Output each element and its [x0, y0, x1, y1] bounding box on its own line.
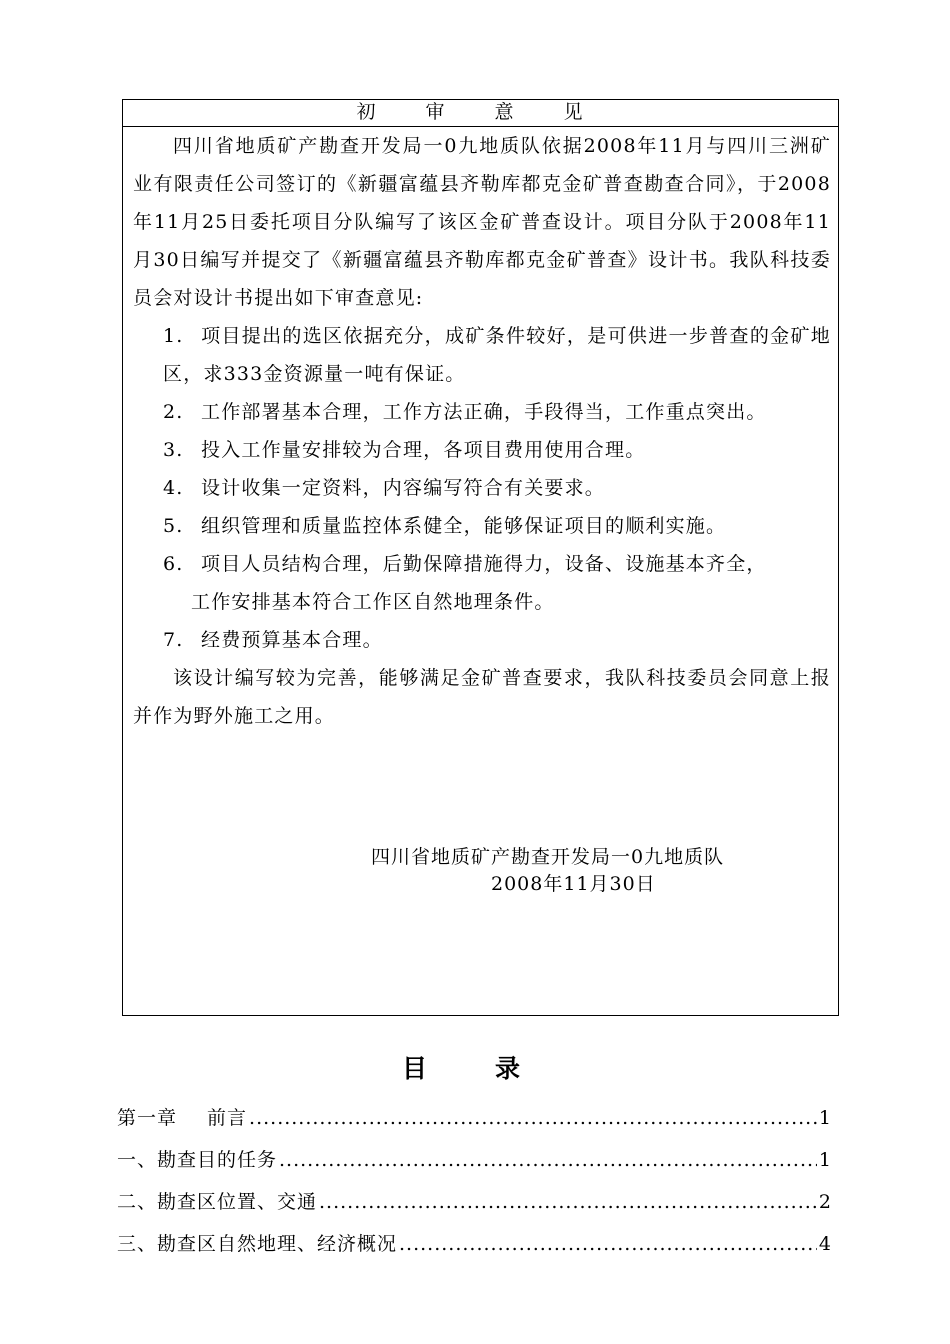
toc-leader-dots [249, 1100, 817, 1136]
review-body [133, 127, 831, 735]
review-conclusion: 该设计编写较为完善，能够满足金矿普查要求，我队科技委员会同意上报并作为野外施工之用。 [133, 667, 831, 727]
toc-leader-dots [279, 1142, 817, 1178]
toc-page-number: 2 [818, 1191, 832, 1213]
toc-chapter: 第一章 [117, 1107, 178, 1129]
review-item-7 [133, 621, 831, 659]
item-number: 5. [163, 515, 184, 537]
review-opinion-box [122, 99, 839, 1016]
toc-entry[interactable] [117, 1226, 832, 1268]
item-number: 7. [163, 629, 184, 651]
item-text: 工作部署基本合理，工作方法正确，手段得当，工作重点突出。 [201, 401, 767, 423]
review-heading: 初 审 意 见 [123, 100, 838, 127]
toc-page-number: 1 [818, 1149, 832, 1171]
signature-date: 2008年11月30日 [491, 873, 656, 895]
signature-block [371, 844, 771, 898]
toc-entry[interactable] [117, 1100, 832, 1142]
item-number: 4. [163, 477, 184, 499]
toc-entry-label: 二、勘查区位置、交通 [117, 1191, 318, 1213]
toc-entry-label: 一、勘查目的任务 [117, 1149, 278, 1171]
toc-entry-label [117, 1100, 247, 1136]
toc-entry[interactable] [117, 1142, 832, 1184]
review-item-3 [133, 431, 831, 469]
item-text: 投入工作量安排较为合理，各项目费用使用合理。 [201, 439, 646, 461]
item-number: 2. [163, 401, 184, 423]
review-item-5 [133, 507, 831, 545]
review-item-1 [133, 317, 831, 393]
item-text: 组织管理和质量监控体系健全，能够保证项目的顺利实施。 [201, 515, 727, 537]
item-number: 1. [163, 325, 184, 347]
item-text: 项目提出的选区依据充分，成矿条件较好，是可供进一步普查的金矿地区，求333金资源量一吨有保证。 [163, 325, 831, 385]
toc-leader-dots [319, 1184, 817, 1220]
review-item-2 [133, 393, 831, 431]
toc-leader-dots [399, 1226, 817, 1262]
review-item-6 [133, 545, 831, 583]
toc-title: 目录 [401, 1054, 588, 1083]
item-text: 项目人员结构合理，后勤保障措施得力，设备、设施基本齐全， [201, 553, 767, 575]
review-item-6-continuation: 工作安排基本符合工作区自然地理条件。 [191, 591, 555, 613]
item-number: 6. [163, 553, 184, 575]
toc-page-number: 1 [818, 1107, 832, 1129]
signature-org: 四川省地质矿产勘查开发局一0九地质队 [371, 846, 725, 868]
toc-page-number: 4 [818, 1233, 832, 1255]
toc-list [117, 1100, 832, 1268]
toc-entry-text: 前言 [207, 1107, 248, 1129]
item-text: 经费预算基本合理。 [201, 629, 383, 651]
item-text: 设计收集一定资料，内容编写符合有关要求。 [201, 477, 606, 499]
toc-entry[interactable] [117, 1184, 832, 1226]
review-item-4 [133, 469, 831, 507]
review-intro-paragraph: 四川省地质矿产勘查开发局一0九地质队依据2008年11月与四川三洲矿业有限责任公司签订的《新疆富蕴县齐勒库都克金矿普查勘查合同》，于2008年11月25日委托项目分队编写了该区金矿普查设计。项目分队于2008年11月30日编写并提交了《新疆富蕴县齐勒库都克金矿普查》设计书。我队科技委员会对设计书提出如下审查意见: [133, 135, 831, 309]
item-number: 3. [163, 439, 184, 461]
toc-entry-label: 三、勘查区自然地理、经济概况 [117, 1233, 398, 1255]
